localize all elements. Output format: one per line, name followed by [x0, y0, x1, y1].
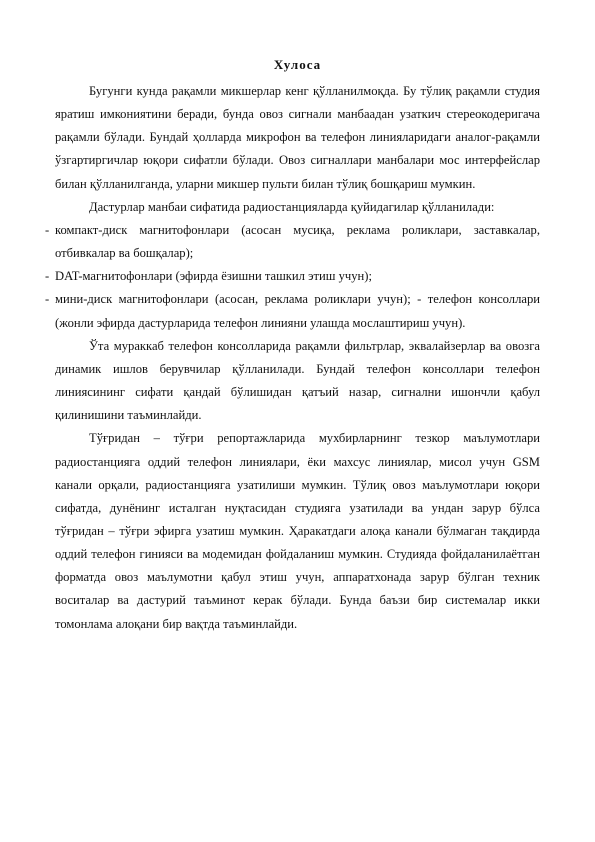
- paragraph-live-reports: Тўғридан – тўғри репортажларида мухбирларнинг тезкор маълумотлари радиостанцияга оддий телефон линиялари, ёки махсус линиялар, мисол учун GSM канали орқали, радиостанцияга узатилиши мумкин. Тўлиқ овоз маълумотлари юқори сифатда, дунёнинг исталган нуқтасидан студияга узатилади ва ундан зарур бўлса тўғридан – тўғри эфирга узатиш мумкин. Ҳаракатдаги алоқа канали бўлмаган тақдирда оддий телефон гинияси ва модемидан фойдаланиш мумкин. Студияда фойдаланилаётган форматда овоз маълумотни қабул этиш учун, аппаратхонада зарур бўлган техник воситалар ва дастурий таъминот керак бўлади. Бунда баъзи бир системалар икки томонлама алоқани бир вақтда таъминлайди.: [55, 431, 540, 631]
- list-item: [45, 265, 540, 288]
- list-item: [45, 288, 540, 334]
- list-item-text: компакт-диск магнитофонлари (асосан мусиқа, реклама роликлари, заставкалар, отбивкалар ва бошқалар);: [55, 222, 540, 261]
- document-body: [45, 80, 540, 636]
- paragraph-sources: Дастурлар манбаи сифатида радиостанцияларда қуйидагилар қўлланилади:: [89, 199, 495, 214]
- list-dash: -: [45, 292, 50, 307]
- list-item-text: мини-диск магнитофонлари (асосан, реклама роликлари учун); - телефон консоллари (жонли эфирда дастурларида телефон линияни улашда мослаштириш учун).: [55, 292, 540, 330]
- list-item-text: DAT-магнитофонлари (эфирда ёзишни ташкил этиш учун);: [55, 269, 372, 284]
- paragraph-intro: Бугунги кунда рақамли микшерлар кенг қўлланилмоқда. Бу тўлиқ рақамли студия яратиш имкониятини беради, бунда овоз сигнали манбаадан узаткич стереокодеригача рақамли бўлади. Бундай ҳолларда микрофон ва телефон линияларидаги аналог-рақамли ўзгартиргичлар юқори сифатли бўлади. Овоз сигналлари манбалари мос интерфейслар билан қўлланилганда, уларни микшер пульти билан тўлиқ бошқариш мумкин.: [55, 84, 540, 191]
- list-item: [45, 219, 540, 265]
- paragraph-phone-consoles: Ўта мураккаб телефон консолларида рақамли фильтрлар, эквалайзерлар ва овозга динамик ишлов берувчилар қўлланилади. Бундай телефон консоллари телефон линиясининг сифати қандай бўлишидан қатъий назар, сигнални ишончли қабул қилинишини таъминлайди.: [55, 338, 540, 423]
- list-dash: -: [45, 269, 50, 284]
- document-title: Хулоса: [273, 57, 322, 72]
- list-dash: -: [45, 222, 50, 237]
